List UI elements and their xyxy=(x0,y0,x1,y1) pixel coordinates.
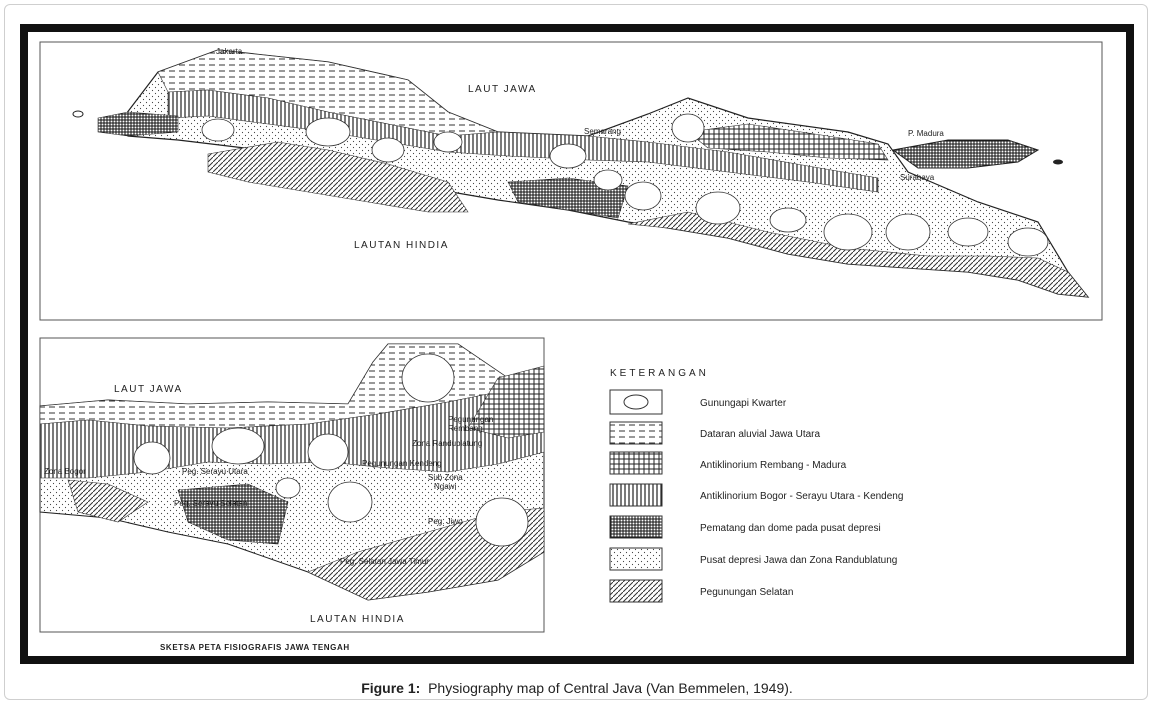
inset-map-title: SKETSA PETA FISIOGRAFIS JAWA TENGAH xyxy=(160,643,350,652)
islet xyxy=(1053,160,1063,165)
legend xyxy=(610,368,903,602)
label-laut-jawa: LAUT JAWA xyxy=(468,84,537,95)
physiography-figure xyxy=(28,32,1126,656)
legend-swatch-dots xyxy=(610,548,662,570)
label-madura: P. Madura xyxy=(908,129,944,138)
legend-item-label: Pegunungan Selatan xyxy=(700,587,794,598)
inset-label-peg-jiwo: Peg. Jiwo xyxy=(428,517,463,526)
legend-item-label: Pusat depresi Jawa dan Zona Randublatung xyxy=(700,555,898,566)
inset-label-peg-kendeng: Pegunungan Kendeng xyxy=(362,459,442,468)
legend-volcano-icon xyxy=(624,395,648,409)
legend-swatch-vlines xyxy=(610,484,662,506)
label-surabaya: Surabaya xyxy=(900,173,935,182)
legend-item-label: Antiklinorium Bogor - Serayu Utara - Kendeng xyxy=(700,491,904,502)
main-map xyxy=(40,42,1102,320)
inset-label-laut-jawa: LAUT JAWA xyxy=(114,384,183,395)
inset-label-zona-randublatung: Zona Randublatung xyxy=(412,439,483,448)
inset-label-sub-zona-ngawi-line: Sub Zona xyxy=(428,473,463,482)
inset-label-peg-rembang-line: Pegunungan xyxy=(448,415,494,424)
legend-item-label: Dataran aluvial Jawa Utara xyxy=(700,429,821,440)
legend-title: KETERANGAN xyxy=(610,368,709,379)
label-jakarta: Jakarta xyxy=(216,47,243,56)
inset-label-sub-zona-ngawi-line: Ngawi xyxy=(434,482,457,491)
caption-text: Physiography map of Central Java (Van Bemmelen, 1949). xyxy=(428,680,793,696)
inset-map xyxy=(40,338,544,652)
legend-swatch-diag xyxy=(610,580,662,602)
legend-item-label: Pematang dan dome pada pusat depresi xyxy=(700,523,881,534)
label-lautan-hindia: LAUTAN HINDIA xyxy=(354,240,449,251)
inset-label-peg-serayu-selatan: Peg. Serayu Selatan xyxy=(174,499,248,508)
legend-swatch-dash xyxy=(610,422,662,444)
ridge-dome-area-west xyxy=(98,112,178,136)
islet xyxy=(73,111,83,117)
caption-prefix: Figure 1: xyxy=(361,680,421,696)
inset-label-peg-serayu-utara: Peg. Serayu Utara xyxy=(182,467,248,476)
legend-item-label: Gunungapi Kwarter xyxy=(700,398,787,409)
inset-label-peg-rembang-line: Rembang xyxy=(448,424,483,433)
inset-label-lautan-hindia: LAUTAN HINDIA xyxy=(310,614,405,625)
figure-caption xyxy=(0,680,1154,696)
legend-swatch-densegrid xyxy=(610,516,662,538)
legend-item-label: Antiklinorium Rembang - Madura xyxy=(700,460,847,471)
label-semarang: Semarang xyxy=(584,127,621,136)
inset-label-peg-selatan-jawa-timur: Peg. Selatan Jawa Timur xyxy=(340,557,429,566)
figure-frame xyxy=(20,24,1134,664)
inset-label-zona-bogor: Zona Bogor xyxy=(44,467,86,476)
legend-swatch-grid xyxy=(610,452,662,474)
